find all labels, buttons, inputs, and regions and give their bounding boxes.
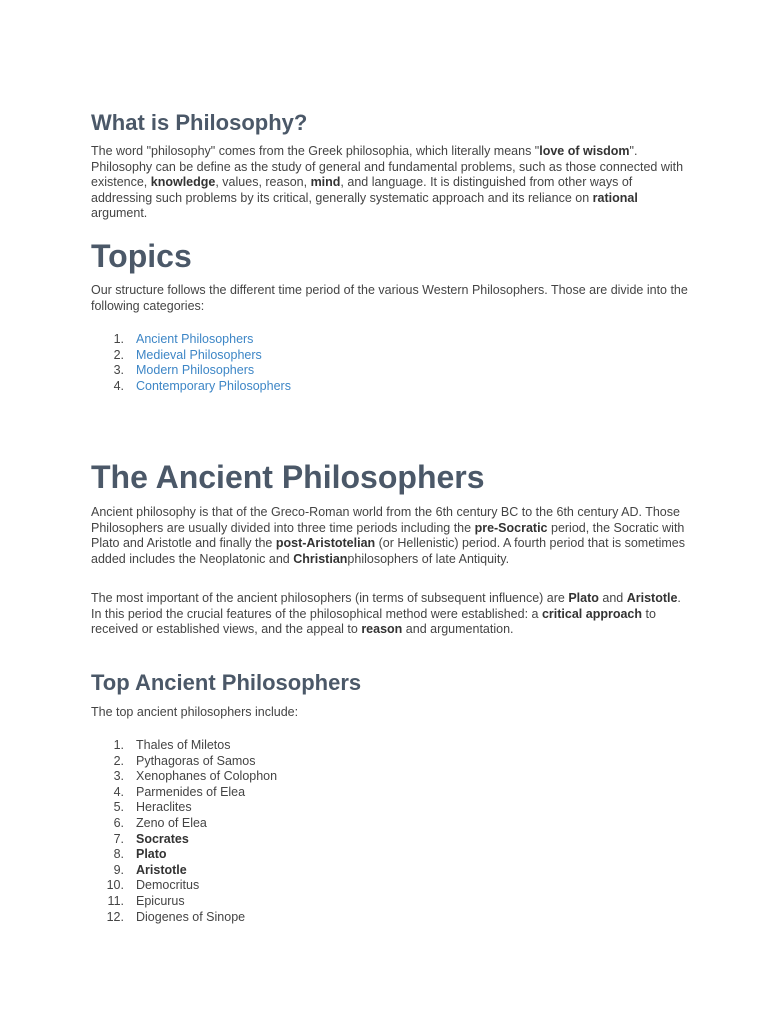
list-item: 1. Thales of Miletos: [113, 738, 231, 752]
list-item: 4. Parmenides of Elea: [113, 784, 246, 799]
paragraph-topics-intro: Our structure follows the different time period of the various Western Philosophers. Those are divide into the following categories:: [91, 283, 688, 313]
topics-list: [91, 332, 291, 394]
link-contemporary-philosophers[interactable]: Contemporary Philosophers: [136, 378, 291, 393]
list-item: 3. Xenophanes of Colophon: [113, 769, 278, 784]
heading-topics: Topics: [91, 238, 192, 274]
paragraph-ancient-philosophy: Ancient philosophy is that of the Greco-Roman world from the 6th century BC to the 6th century AD. Those Philosophers are usually divided into three time periods including the pre-Socratic period, the Socratic with Plato and Aristotle and finally the post-Aristotelian (or Hellenistic) period. A fourth period that is sometimes added includes the Neoplatonic and Christianphilosophers of late Antiquity.: [91, 505, 686, 566]
paragraph-most-important: The most important of the ancient philosophers (in terms of subsequent influence) are Plato and Aristotle. In this period the crucial features of the philosophical method were established: a critical approach to received or established views, and the appeal to reason and argumentation.: [91, 591, 681, 637]
link-ancient-philosophers[interactable]: Ancient Philosophers: [136, 332, 254, 346]
paragraph-top-intro: The top ancient philosophers include:: [91, 705, 299, 719]
list-item: 9. Aristotle: [113, 862, 187, 877]
link-medieval-philosophers[interactable]: Medieval Philosophers: [136, 347, 262, 362]
topics-list-item[interactable]: 3. Modern Philosophers: [113, 363, 255, 378]
list-item: 11. Epicurus: [107, 893, 185, 908]
heading-top-ancient-philosophers: Top Ancient Philosophers: [91, 670, 362, 695]
list-item: 12. Diogenes of Sinope: [106, 909, 246, 924]
heading-ancient-philosophers: The Ancient Philosophers: [91, 459, 485, 495]
topics-list-item[interactable]: 1. Ancient Philosophers: [113, 332, 254, 346]
list-item: 6. Zeno of Elea: [113, 815, 207, 830]
link-modern-philosophers[interactable]: Modern Philosophers: [136, 363, 255, 378]
paragraph-philosophy-definition: The word "philosophy" comes from the Greek philosophia, which literally means "love of wisdom". Philosophy can be define as the study of general and fundamental problems, such as those connected with existence, knowledge, values, reason, mind, and language. It is distinguished from other ways of addressing such problems by its critical, generally systematic approach and its reliance on rational argument.: [91, 144, 684, 221]
topics-list-item[interactable]: 2. Medieval Philosophers: [113, 347, 262, 362]
list-item: 5. Heraclites: [113, 800, 192, 815]
top-philosophers-list: [91, 738, 277, 925]
list-item: 10. Democritus: [106, 878, 200, 893]
list-item: 2. Pythagoras of Samos: [113, 753, 256, 768]
topics-list-item[interactable]: 4. Contemporary Philosophers: [113, 378, 291, 393]
heading-what-is-philosophy: What is Philosophy?: [91, 110, 308, 135]
list-item: 7. Socrates: [113, 831, 189, 846]
list-item: 8. Plato: [113, 847, 167, 862]
